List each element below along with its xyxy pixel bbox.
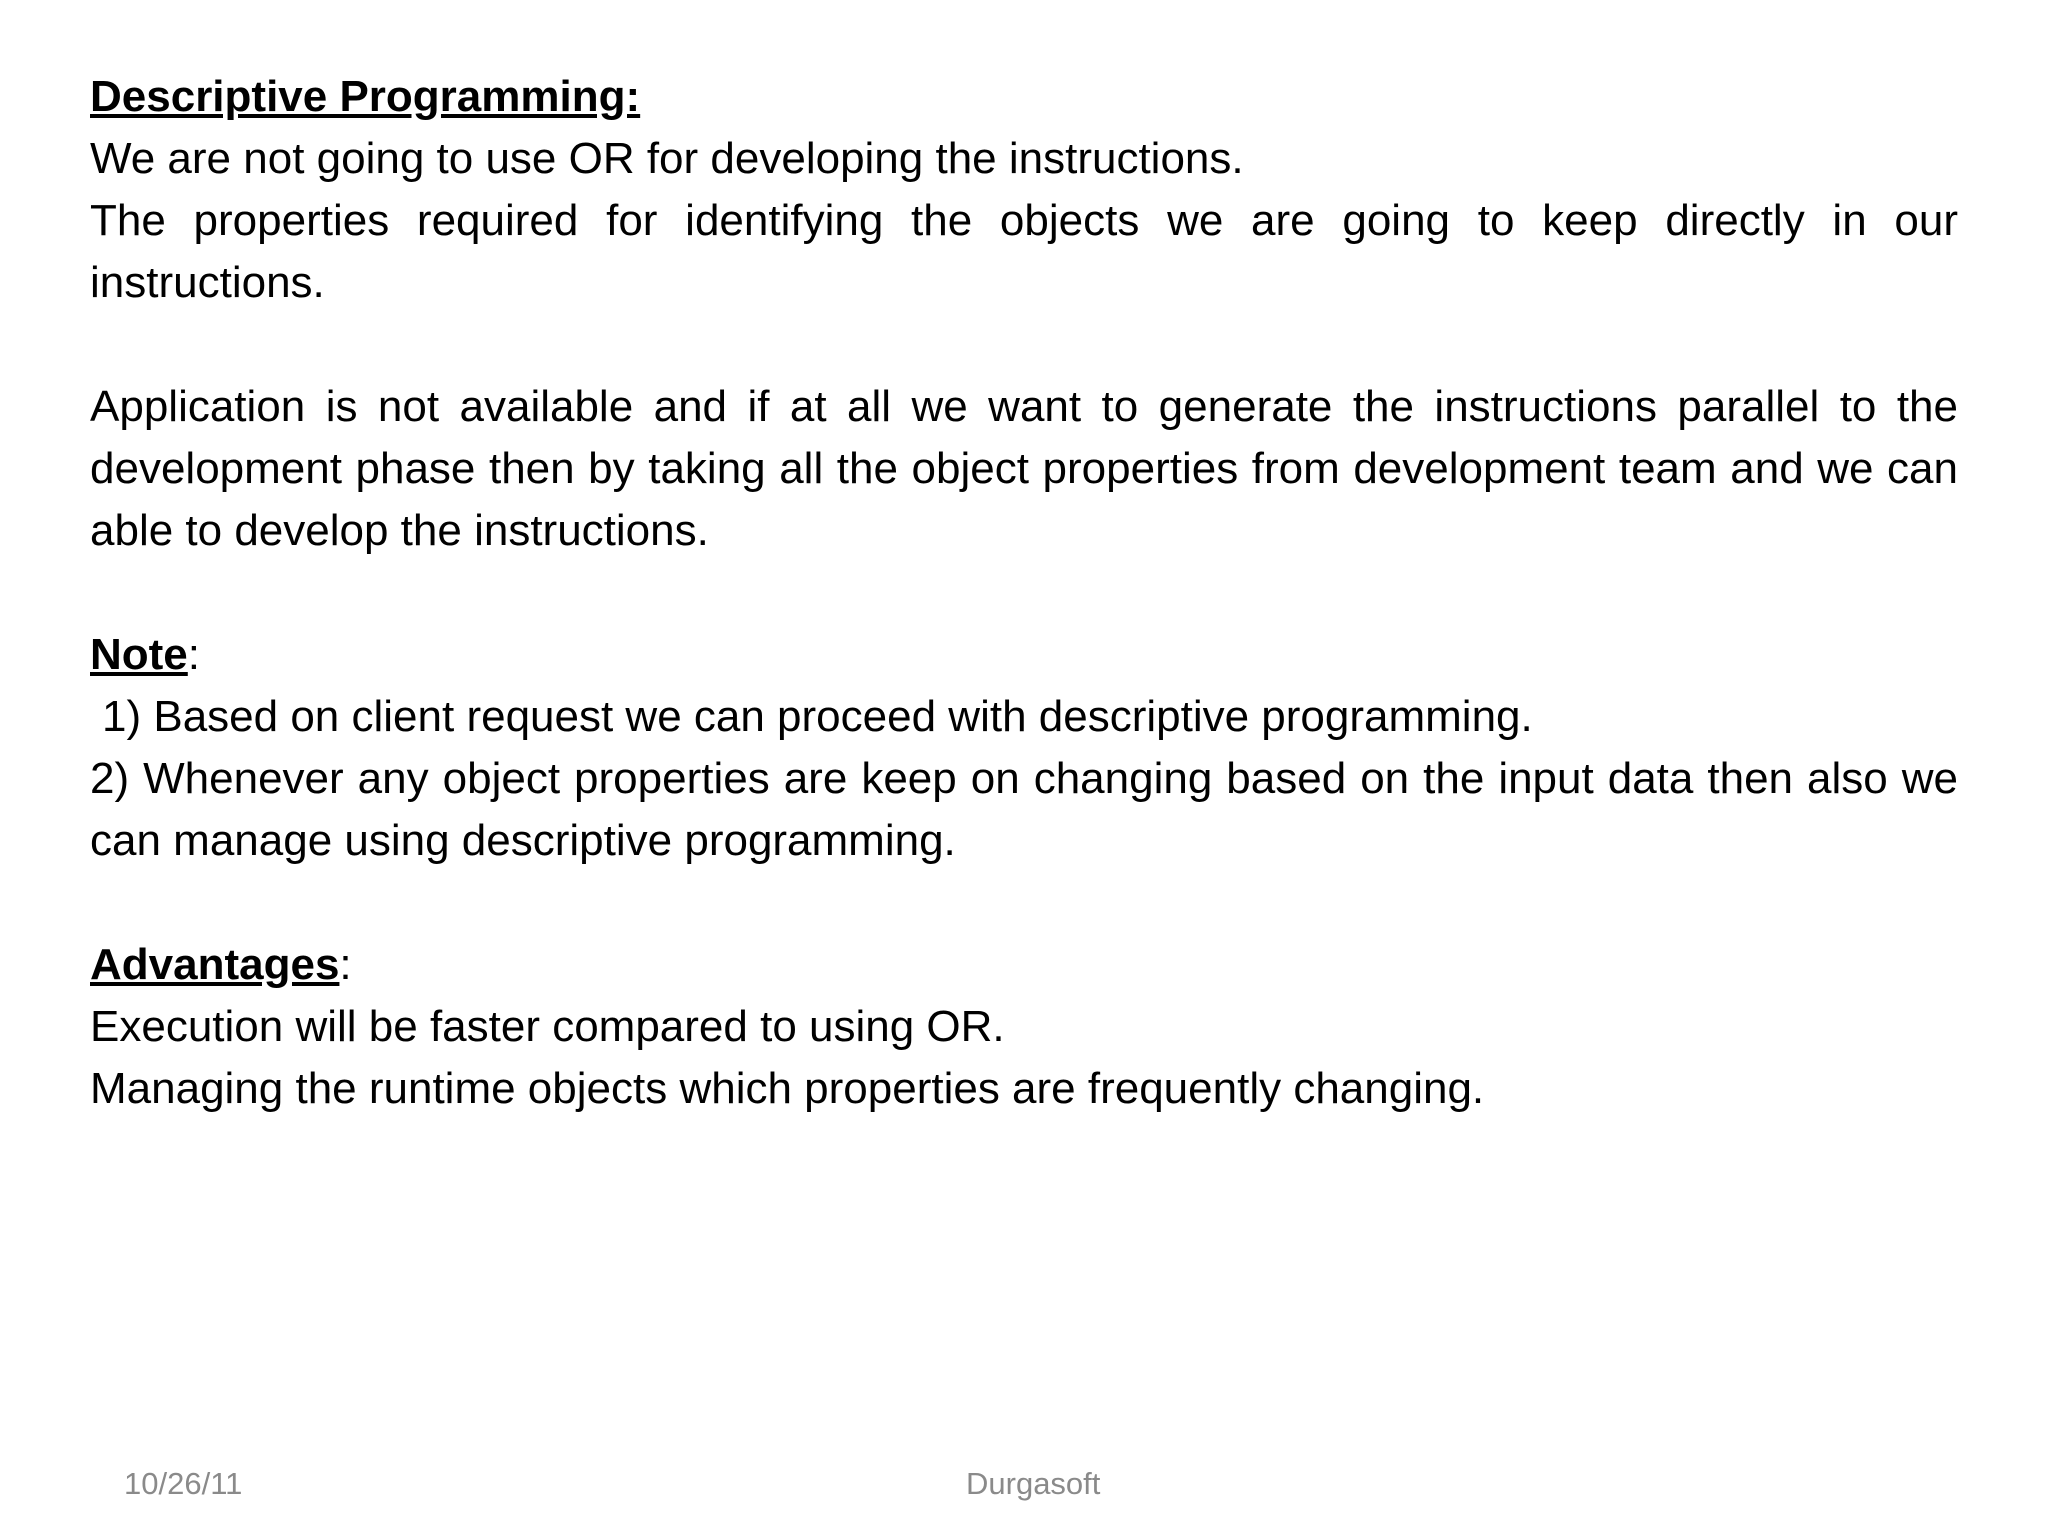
spacer (90, 562, 1958, 624)
note-colon: : (187, 630, 201, 679)
note-heading-line (90, 624, 1958, 686)
advantages-item-1: Execution will be faster compared to using OR. (90, 1002, 1005, 1051)
advantages-colon: : (339, 940, 352, 989)
title-heading: Descriptive Programming: (90, 72, 641, 121)
application-paragraph: Application is not available and if at all we want to generate the instructions parallel to the development phase then by taking all the object properties from development team and we can able to develop the instructions. (90, 382, 1958, 555)
note-item-2: 2) Whenever any object properties are keep on changing based on the input data then also we can manage using descriptive programming. (90, 754, 1958, 865)
footer-date: 10/26/11 (124, 1466, 243, 1501)
advantages-heading: Advantages (90, 940, 340, 989)
note-heading: Note (90, 630, 188, 679)
spacer (90, 872, 1958, 934)
note-item-1: 1) Based on client request we can proceed with descriptive programming. (102, 692, 1533, 741)
intro-line-2: The properties required for identifying the objects we are going to keep directly in our instructions. (90, 196, 1958, 307)
footer-company: Durgasoft (966, 1466, 1101, 1501)
slide-content (90, 66, 1958, 1120)
spacer (90, 314, 1958, 376)
advantages-item-2: Managing the runtime objects which properties are frequently changing. (90, 1064, 1485, 1113)
advantages-heading-line (90, 934, 1958, 996)
intro-line-1: We are not going to use OR for developing the instructions. (90, 134, 1244, 183)
page-title (90, 66, 1958, 128)
